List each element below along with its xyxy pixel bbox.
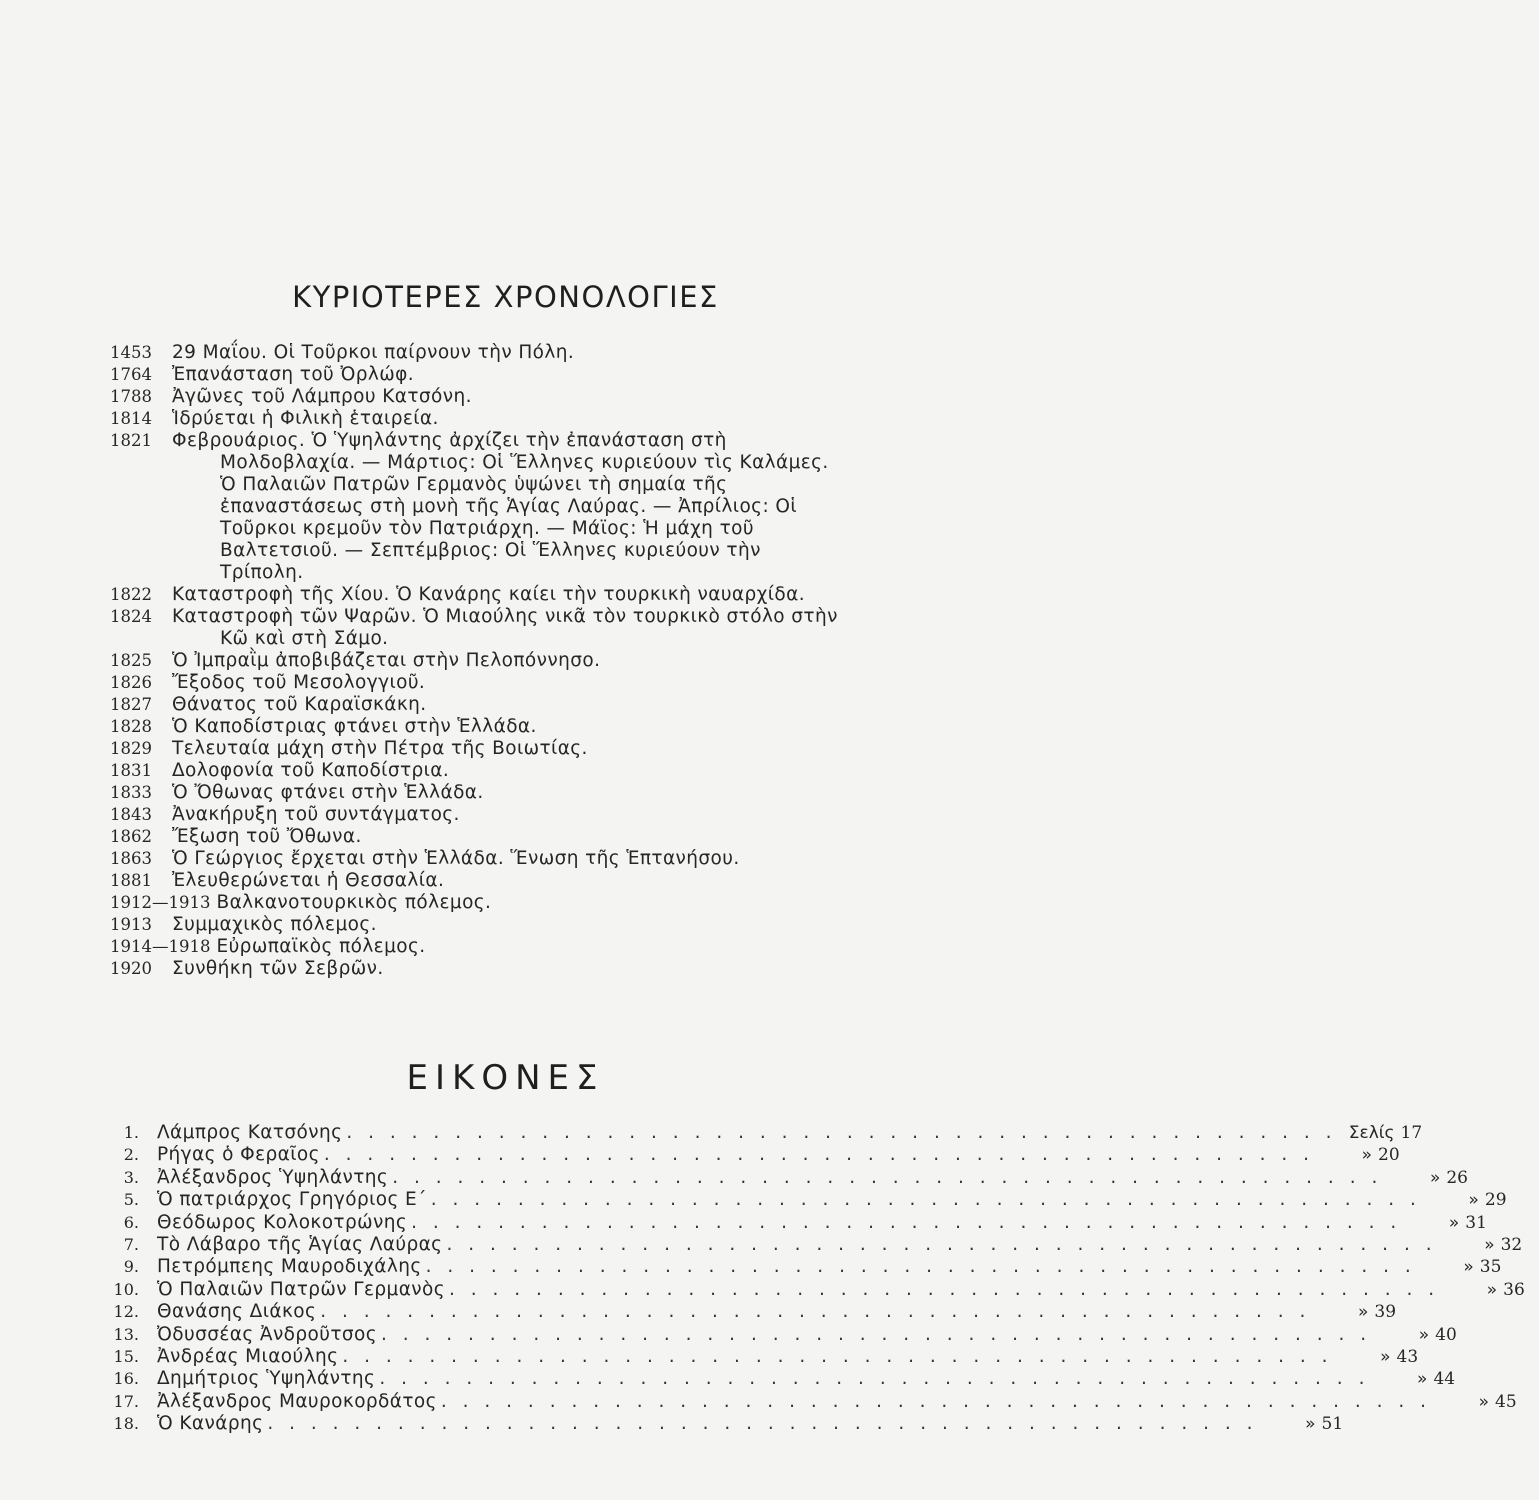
chronology-entry <box>110 958 850 980</box>
page-label: » <box>1448 1212 1460 1233</box>
image-title: Ὁ Κανάρης <box>157 1413 264 1435</box>
entry-text: Συμμαχικὸς πόλεμος. <box>172 914 377 935</box>
images-list <box>105 1122 1525 1436</box>
leader-dots: . . . . . . . . . . . . . . . . . . . . . . . . . . . . . . . . . . . . . . . . . . . . . . <box>342 1346 1333 1368</box>
image-title: Ἀλέξανδρος Ὑψηλάντης <box>157 1166 389 1188</box>
image-entry <box>105 1323 1457 1346</box>
entry-text: Ἐπανάσταση τοῦ Ὀρλώφ. <box>172 364 414 385</box>
page-number: 44 <box>1433 1369 1456 1390</box>
entry-year: 1821 <box>110 431 152 450</box>
leader-dots: . . . . . . . . . . . . . . . . . . . . . . . . . . . . . . . . . . . . . . . . . . . . . . <box>346 1122 1337 1143</box>
entry-year: 1833 <box>110 783 152 802</box>
image-number: 17. <box>113 1391 139 1411</box>
page-label: » <box>1463 1257 1474 1278</box>
image-title: Ὀδυσσέας Ἀνδροῦτσος <box>157 1323 377 1345</box>
chronology-entry <box>110 804 850 826</box>
entry-text: Θάνατος τοῦ Καραϊσκάκη. <box>172 694 427 715</box>
page-label: » <box>1468 1190 1479 1211</box>
page-label: » <box>1418 1324 1430 1345</box>
entry-year: 1913 <box>110 915 152 934</box>
page-number: 17 <box>1400 1123 1423 1143</box>
image-number: 3. <box>123 1167 139 1187</box>
page-number: 39 <box>1374 1302 1397 1323</box>
entry-year: 1912—1913 <box>110 893 211 912</box>
chronology-entry <box>110 584 850 606</box>
chronology-entry <box>110 430 850 584</box>
leader-dots: . . . . . . . . . . . . . . . . . . . . . . . . . . . . . . . . . . . . . . . . . . . . . . <box>392 1166 1383 1188</box>
image-title: Θανάσης Διάκος <box>157 1301 317 1323</box>
image-entry <box>105 1144 1400 1166</box>
entry-text: Δολοφονία τοῦ Καποδίστρια. <box>172 760 450 781</box>
image-entry <box>105 1234 1523 1256</box>
chronology-entry <box>110 760 850 782</box>
leader-dots: . . . . . . . . . . . . . . . . . . . . . . . . . . . . . . . . . . . . . . . . . . . . . . <box>267 1413 1258 1435</box>
entry-text: Συνθήκη τῶν Σεβρῶν. <box>172 958 384 979</box>
page-number: 29 <box>1484 1190 1507 1211</box>
page-label: » <box>1429 1167 1441 1188</box>
image-number: 10. <box>113 1279 139 1299</box>
page-number: 36 <box>1503 1279 1525 1300</box>
images-title: ΕΙΚΟΝΕΣ <box>406 1058 605 1098</box>
page-label: » <box>1358 1302 1369 1323</box>
page-number: 40 <box>1435 1324 1457 1345</box>
image-entry <box>105 1413 1344 1435</box>
entry-text: Καταστροφὴ τῶν Ψαρῶν. Ὁ Μιαούλης νικᾶ τὸν τουρκικὸ στόλο στὴν Κῶ καὶ στὴ Σάμο. <box>172 606 838 649</box>
entry-year: 1826 <box>110 673 152 692</box>
entry-text: Ὁ Ὄθωνας φτάνει στὴν Ἑλλάδα. <box>172 782 484 803</box>
page-label: » <box>1417 1369 1428 1390</box>
image-entry <box>105 1122 1423 1144</box>
entry-text: Ἔξοδος τοῦ Μεσολογγιοῦ. <box>172 672 426 693</box>
image-entry <box>105 1346 1419 1368</box>
page-number: 20 <box>1378 1145 1400 1166</box>
chronology-entry <box>110 936 850 958</box>
leader-dots: . . . . . . . . . . . . . . . . . . . . . . . . . . . . . . . . . . . . . . . . . . . . . . <box>323 1144 1315 1166</box>
entry-text: Τελευταία μάχη στὴν Πέτρα τῆς Βοιωτίας. <box>172 738 588 759</box>
leader-dots: . . . . . . . . . . . . . . . . . . . . . . . . . . . . . . . . . . . . . . . . . . . . . . <box>440 1390 1432 1412</box>
image-entry <box>105 1368 1456 1390</box>
chronology-entry <box>110 606 850 650</box>
chronology-entry <box>110 386 850 408</box>
entry-year: 1828 <box>110 717 152 736</box>
image-number: 6. <box>123 1212 139 1232</box>
page-number: 51 <box>1321 1414 1344 1435</box>
chronology-entry <box>110 408 850 430</box>
entry-year: 1827 <box>110 695 152 714</box>
page-label: » <box>1380 1347 1391 1368</box>
chronology-entry <box>110 914 850 936</box>
entry-text: Ὁ Καποδίστριας φτάνει στὴν Ἑλλάδα. <box>172 716 537 737</box>
chronology-entry <box>110 892 850 914</box>
entry-year: 1788 <box>110 387 152 406</box>
chronology-entry <box>110 342 850 364</box>
image-title: Πετρόμπεης Μαυροδιχάλης <box>157 1256 422 1278</box>
image-number: 5. <box>123 1190 139 1210</box>
image-number: 12. <box>113 1302 139 1322</box>
entry-year: 1843 <box>110 805 152 824</box>
entry-text: Ἱδρύεται ἡ Φιλικὴ ἑταιρεία. <box>172 408 439 429</box>
chronology-entry <box>110 672 850 694</box>
entry-text: Ἀνακήρυξη τοῦ συντάγματος. <box>172 804 460 825</box>
page-label: » <box>1486 1279 1498 1300</box>
image-entry <box>105 1211 1487 1234</box>
entry-year: 1764 <box>110 365 152 384</box>
entry-year: 1829 <box>110 739 152 758</box>
entry-year: 1824 <box>110 607 152 626</box>
entry-text: 29 Μαΐου. Οἱ Τοῦρκοι παίρνουν τὴν Πόλη. <box>172 342 575 363</box>
entry-year: 1831 <box>110 761 152 780</box>
page-label: » <box>1305 1414 1316 1435</box>
entry-year: 1914—1918 <box>110 937 211 956</box>
leader-dots: . . . . . . . . . . . . . . . . . . . . . . . . . . . . . . . . . . . . . . . . . . . . . . <box>320 1301 1311 1323</box>
image-title: Ρήγας ὁ Φεραῖος <box>157 1144 320 1166</box>
page-label: » <box>1361 1145 1373 1166</box>
entry-text: Καταστροφὴ τῆς Χίου. Ὁ Κανάρης καίει τὴν τουρκικὴ ναυαρχίδα. <box>172 584 806 605</box>
page-label: Σελίς <box>1348 1123 1395 1143</box>
entry-year: 1862 <box>110 827 152 846</box>
entry-year: 1881 <box>110 871 152 890</box>
image-entry <box>105 1301 1397 1323</box>
image-title: Ἀνδρέας Μιαούλης <box>157 1346 339 1368</box>
image-entry <box>105 1166 1468 1189</box>
chronology-entry <box>110 716 850 738</box>
entry-text: Ὁ Ἰμπραῒμ ἀποβιβάζεται στὴν Πελοπόννησο. <box>172 650 601 671</box>
page-number: 26 <box>1446 1167 1468 1188</box>
image-number: 15. <box>113 1347 139 1367</box>
image-title: Τὸ Λάβαρο τῆς Ἁγίας Λαύρας <box>157 1234 443 1256</box>
image-title: Λάμπρος Κατσόνης <box>157 1122 343 1143</box>
image-number: 16. <box>113 1369 139 1389</box>
page-number: 43 <box>1396 1347 1419 1368</box>
leader-dots: . . . . . . . . . . . . . . . . . . . . . . . . . . . . . . . . . . . . . . . . . . . . . . <box>381 1323 1372 1345</box>
chronology-entry <box>110 870 850 892</box>
chronology-list <box>110 342 850 980</box>
entry-text: Βαλκανοτουρκικὸς πόλεμος. <box>216 892 492 913</box>
image-number: 9. <box>123 1257 139 1277</box>
entry-year: 1920 <box>110 959 152 978</box>
leader-dots: . . . . . . . . . . . . . . . . . . . . . . . . . . . . . . . . . . . . . . . . . . . . . . <box>446 1234 1437 1256</box>
chronology-entry <box>110 694 850 716</box>
image-entry <box>105 1390 1517 1413</box>
chronology-entry <box>110 650 850 672</box>
image-entry <box>105 1278 1525 1301</box>
chronology-entry <box>110 826 850 848</box>
chronology-entry <box>110 738 850 760</box>
entry-text: Εὐρωπαϊκὸς πόλεμος. <box>216 936 426 957</box>
page-number: 35 <box>1479 1257 1502 1278</box>
chronology-title: ΚΥΡΙΟΤΕΡΕΣ ΧΡΟΝΟΛΟΓΙΕΣ <box>292 280 719 314</box>
image-title: Ἀλέξανδρος Μαυροκορδάτος <box>157 1390 437 1412</box>
entry-year: 1863 <box>110 849 152 868</box>
image-number: 7. <box>123 1235 139 1255</box>
leader-dots: . . . . . . . . . . . . . . . . . . . . . . . . . . . . . . . . . . . . . . . . . . . . . . <box>425 1256 1416 1278</box>
leader-dots: . . . . . . . . . . . . . . . . . . . . . . . . . . . . . . . . . . . . . . . . . . . . . . <box>411 1211 1402 1233</box>
entry-year: 1814 <box>110 409 152 428</box>
entry-text: Ἔξωση τοῦ Ὄθωνα. <box>172 826 362 847</box>
leader-dots: . . . . . . . . . . . . . . . . . . . . . . . . . . . . . . . . . . . . . . . . . . . . . . <box>430 1189 1421 1211</box>
entry-text: Ἐλευθερώνεται ἡ Θεσσαλία. <box>172 870 445 891</box>
chronology-entry <box>110 364 850 386</box>
leader-dots: . . . . . . . . . . . . . . . . . . . . . . . . . . . . . . . . . . . . . . . . . . . . . . <box>379 1368 1370 1390</box>
image-number: 1. <box>123 1123 139 1142</box>
entry-text: Ἀγῶνες τοῦ Λάμπρου Κατσόνη. <box>172 386 472 407</box>
image-title: Θεόδωρος Κολοκοτρώνης <box>157 1211 408 1233</box>
page-label: » <box>1484 1235 1495 1256</box>
page-number: 45 <box>1495 1391 1517 1412</box>
image-title: Ὁ Παλαιῶν Πατρῶν Γερμανὸς <box>157 1278 446 1300</box>
image-number: 18. <box>113 1414 139 1434</box>
page-number: 31 <box>1465 1212 1487 1233</box>
page-label: » <box>1478 1391 1490 1412</box>
entry-text: Φεβρουάριος. Ὁ Ὑψηλάντης ἀρχίζει τὴν ἐπανάσταση στὴ Μολδοβλαχία. — Μάρτιος: Οἱ Ἕλληνες κυριεύουν τὶς Καλάμες. Ὁ Παλαιῶν Πατρῶν Γερμανὸς ὑψώνει τὴ σημαία τῆς ἐπαναστάσεως στὴ μονὴ τῆς Ἁγίας Λαύρας. — Ἀπρίλιος: Οἱ Τοῦρκοι κρεμοῦν τὸν Πατριάρχη. — Μάϊος: Ἡ μάχη τοῦ Βαλτετσιοῦ. — Σεπτέμβριος: Οἱ Ἕλληνες κυριεύουν τὴν Τρίπολη. <box>172 430 829 583</box>
entry-year: 1453 <box>110 343 152 362</box>
image-title: Ὁ πατριάρχος Γρηγόριος Ε΄ <box>157 1189 427 1211</box>
image-entry <box>105 1256 1502 1278</box>
chronology-entry <box>110 782 850 804</box>
image-number: 2. <box>123 1145 139 1165</box>
chronology-entry <box>110 848 850 870</box>
page-number: 32 <box>1500 1235 1523 1256</box>
entry-year: 1825 <box>110 651 152 670</box>
entry-year: 1822 <box>110 585 152 604</box>
leader-dots: . . . . . . . . . . . . . . . . . . . . . . . . . . . . . . . . . . . . . . . . . . . . . . <box>449 1278 1440 1300</box>
image-number: 13. <box>113 1324 139 1344</box>
entry-text: Ὁ Γεώργιος ἔρχεται στὴν Ἑλλάδα. Ἕνωση τῆς Ἑπτανήσου. <box>172 848 740 869</box>
image-entry <box>105 1189 1507 1211</box>
image-title: Δημήτριος Ὑψηλάντης <box>157 1368 376 1390</box>
